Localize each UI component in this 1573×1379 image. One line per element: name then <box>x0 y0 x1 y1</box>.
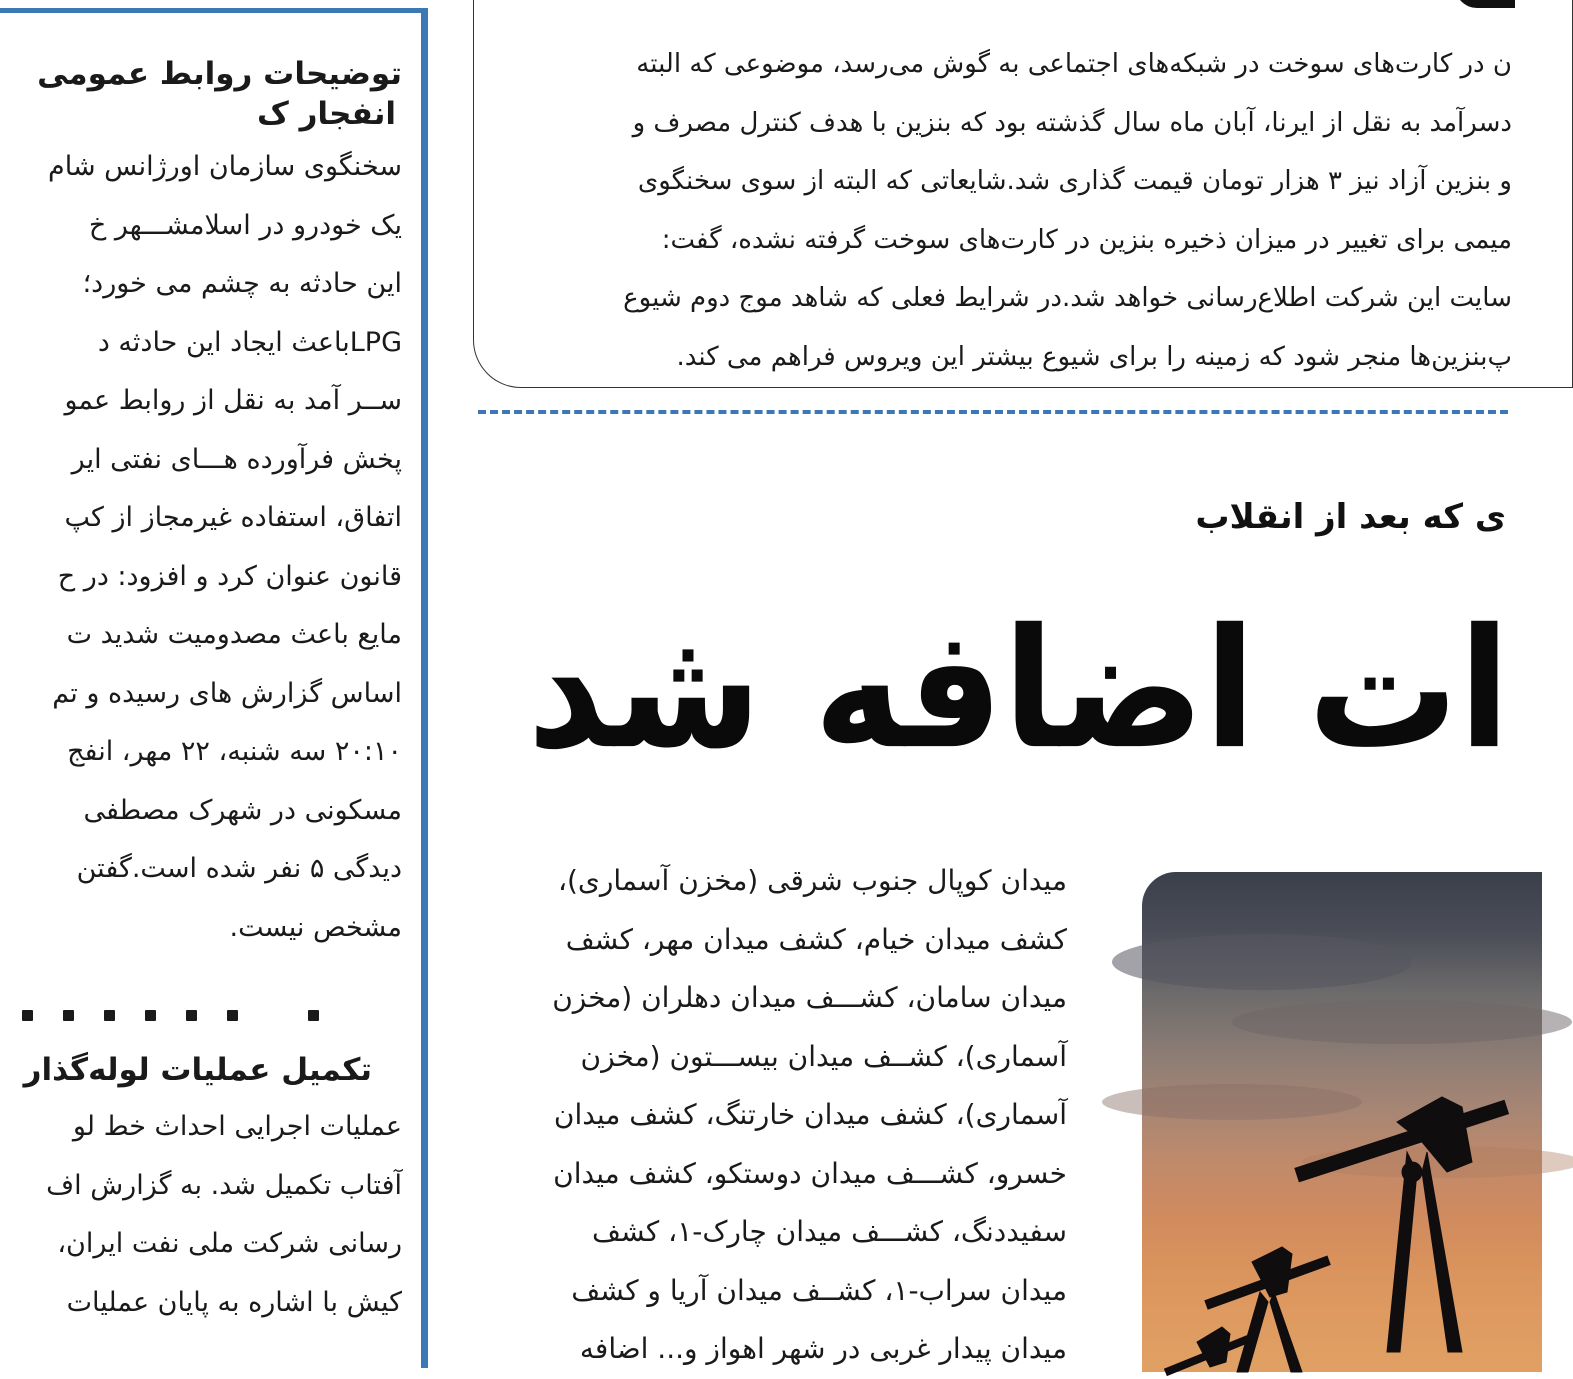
text-line: پ‌بنزین‌ها منجر شود که زمینه را برای شیوع بیشتر این ویروس فراهم می کند. <box>676 341 1512 372</box>
text-line: دسرآمد به نقل از ایرنا، آبان ماه سال گذشته بود که بنزین با هدف کنترل مصرف و <box>632 107 1512 138</box>
sidebar-story-1-title-line1: توضیحات روابط عمومی <box>37 56 402 92</box>
text-line: مسکونی در شهرک مصطفی <box>83 794 402 826</box>
text-line: اتفاق، استفاده غیرمجاز از کپ <box>64 502 402 533</box>
separator-dot <box>63 1010 74 1021</box>
separator-dot <box>308 1010 319 1021</box>
sidebar-story-1-title-line2: انفجار ک <box>257 96 396 132</box>
text-line: و بنزین آزاد نیز ۳ هزار تومان قیمت گذاری شد.شایعاتی که البته از سوی سخنگوی <box>637 166 1512 196</box>
text-line: کیش با اشاره به پایان عملیات <box>66 1286 402 1318</box>
text-line: مشخص نیست. <box>229 911 402 943</box>
text-line: آسماری)، کشــف میدان بیســـتون (مخزن <box>580 1039 1067 1073</box>
sidebar-story-2-body <box>0 1098 402 1332</box>
separator-dots <box>22 1010 319 1021</box>
text-line: سخنگوی سازمان اورژانس شام <box>48 151 402 182</box>
top-story-box <box>473 0 1573 388</box>
text-line: قانون عنوان کرد و افزود: در ح <box>57 560 402 592</box>
text-line: آسماری)، کشف میدان خارتنگ، کشف میدان <box>553 1098 1067 1131</box>
text-line: LPGباعث ایجاد این حادثه د <box>97 326 402 358</box>
text-line: کشف میدان خیام، کشف میدان مهر، کشف <box>565 922 1067 956</box>
feature-headline: ات اضافه شد <box>527 594 1510 786</box>
text-line: آفتاب تکمیل شد. به گزارش اف <box>46 1169 402 1201</box>
feature-body <box>487 852 1067 1379</box>
separator-dot <box>22 1010 33 1021</box>
feature-kicker: ی که بعد از انقلاب <box>1195 497 1506 537</box>
text-line: این حادثه به چشم می خورد؛ <box>82 268 402 299</box>
separator-dot <box>186 1010 197 1021</box>
pumpjack-silhouette-icon <box>1142 872 1542 1372</box>
text-line: یک خودرو در اسلامشـــهر خ <box>88 209 402 241</box>
sidebar-story-2 <box>0 1050 402 1332</box>
text-line: عملیات اجرایی احداث خط لو <box>72 1111 402 1142</box>
text-line: ن در کارت‌های سوخت در شبکه‌های اجتماعی به گوش می‌رسد، موضوعی که البته <box>636 49 1512 79</box>
separator-dot <box>104 1010 115 1021</box>
text-line: میدان پیدار غربی در شهر اهواز و... اضافه <box>579 1332 1067 1365</box>
text-line: سایت این شرکت اطلاع‌رسانی خواهد شد.در شرایط فعلی که شاهد موج دوم شیوع <box>623 283 1512 313</box>
text-line: ســر آمد به نقل از روابط عمو <box>64 385 402 416</box>
separator-dot <box>145 1010 156 1021</box>
oil-pumpjack-photo <box>1142 872 1542 1372</box>
text-line: ۲۰:۱۰ سه شنبه، ۲۲ مهر، انفج <box>67 736 402 767</box>
text-line: رسانی شرکت ملی نفت ایران، <box>57 1228 402 1259</box>
text-line: خسرو، کشـــف میدان دوستکو، کشف میدان <box>553 1156 1067 1190</box>
text-line: اساس گزارش های رسیده و تم <box>52 677 402 709</box>
text-line: میدان سراب-۱، کشــف میدان آریا و کشف <box>571 1273 1067 1307</box>
text-line: میدان کوپال جنوب شرقی (مخزن آسماری)، <box>557 864 1067 897</box>
text-line: سفیددنگ، کشـــف میدان چارک-۱، کشف <box>591 1215 1067 1248</box>
text-line: پخش فرآورده هـــای نفتی ایر <box>71 443 402 475</box>
text-line: دیدگی ۵ نفر شده است.گفتن <box>76 853 402 884</box>
top-story-body <box>0 35 1512 386</box>
text-line: میمی برای تغییر در میزان ذخیره بنزین در کارت‌های سوخت گرفته نشده، گفت: <box>661 224 1512 255</box>
text-line: مایع باعث مصدومیت شدید ت <box>66 619 402 650</box>
dashed-divider <box>478 410 1508 414</box>
text-line: میدان سامان، کشـــف میدان دهلران (مخزن <box>552 981 1067 1014</box>
sidebar-story-2-title: تکمیل عملیات لوله‌گذار <box>23 1052 372 1088</box>
separator-dot <box>227 1010 238 1021</box>
